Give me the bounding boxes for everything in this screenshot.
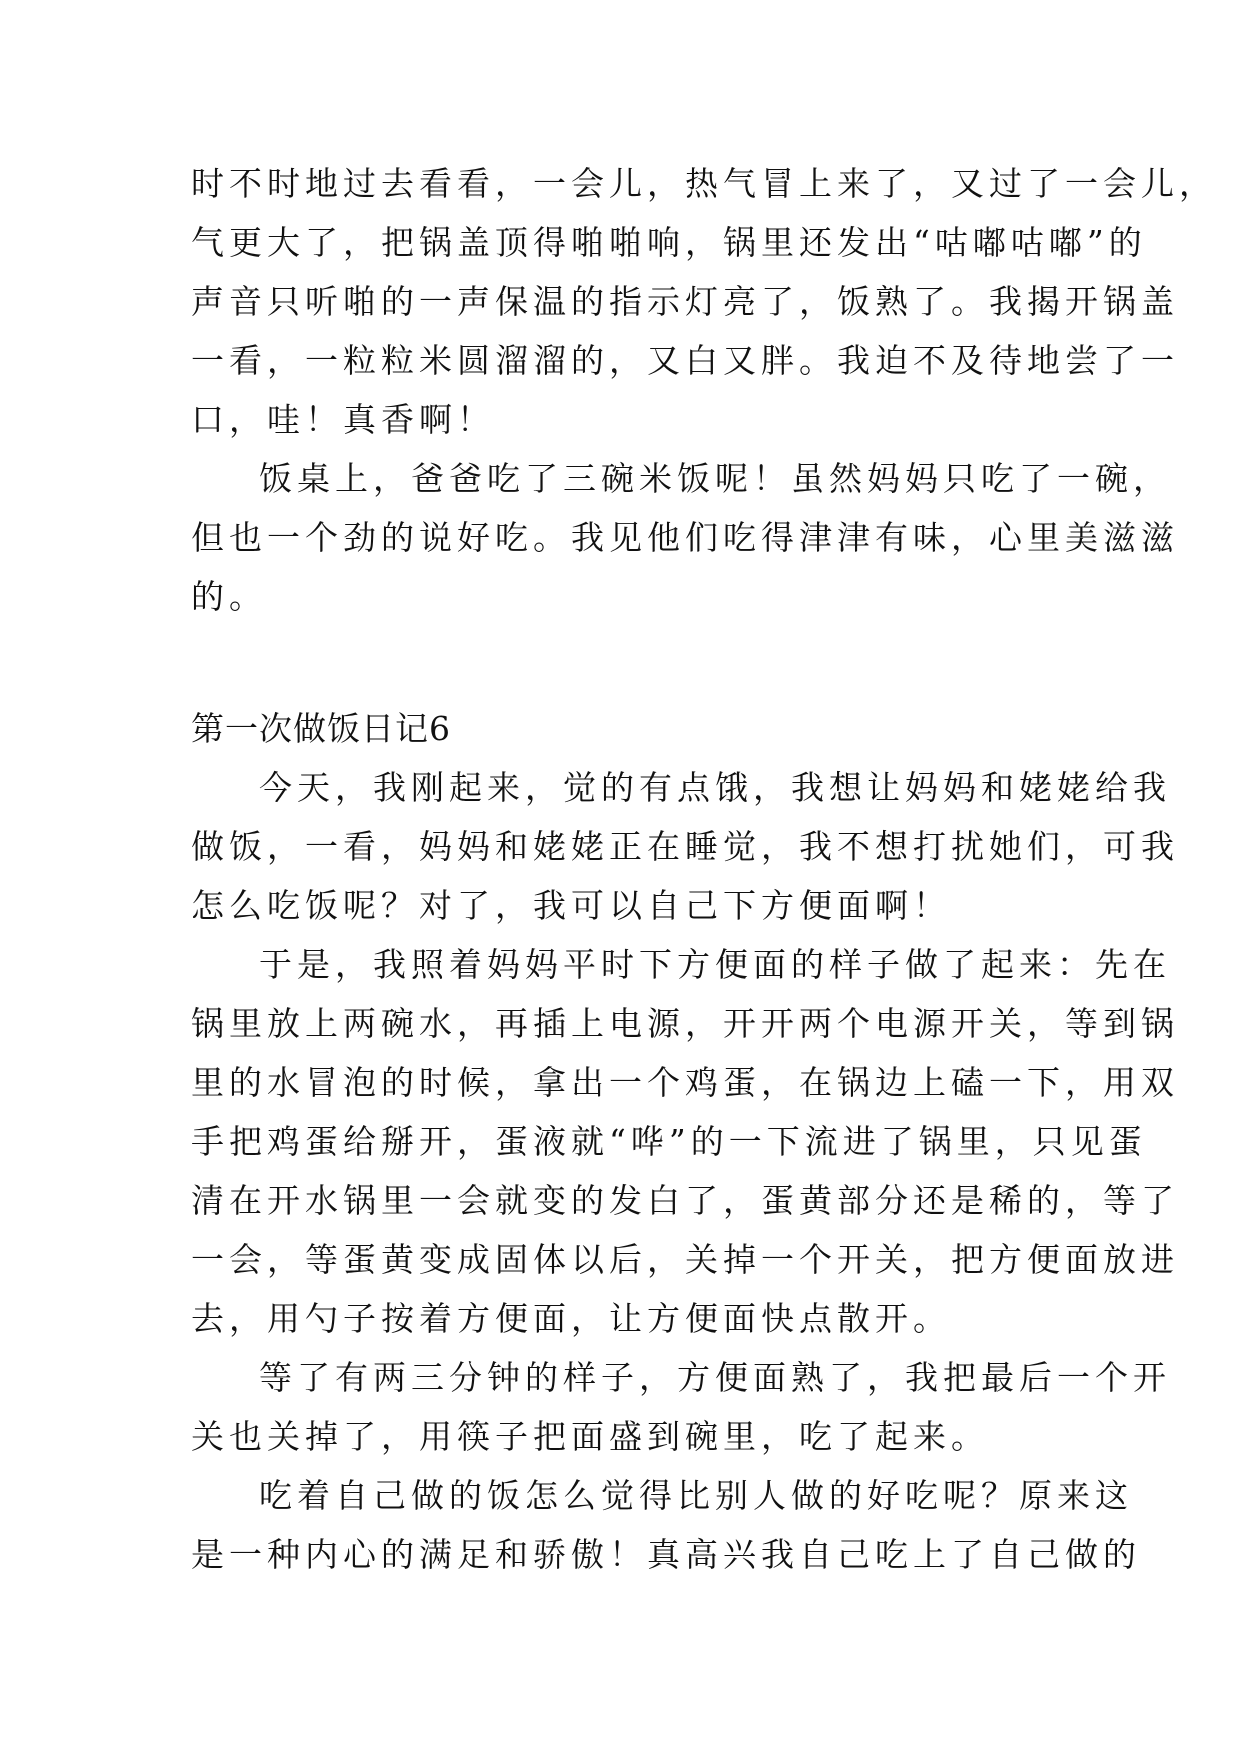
paragraph	[191, 154, 1217, 449]
text-line: 是一种内心的满足和骄傲！真高兴我自己吃上了自己做的	[191, 1535, 1141, 1574]
text-line: 等了有两三分钟的样子，方便面熟了，我把最后一个开	[259, 1358, 1171, 1397]
paragraph	[191, 758, 1179, 935]
text-line: 一看，一粒粒米圆溜溜的，又白又胖。我迫不及待地尝了一	[191, 341, 1179, 380]
paragraph	[191, 1348, 1171, 1466]
text-line: 关也关掉了，用筷子把面盛到碗里，吃了起来。	[191, 1417, 989, 1456]
document-body	[191, 154, 1217, 1584]
text-line: 手把鸡蛋给掰开，蛋液就“哗”的一下流进了锅里，只见蛋	[191, 1122, 1147, 1161]
text-line: 今天，我刚起来，觉的有点饿，我想让妈妈和姥姥给我	[259, 768, 1171, 807]
text-line: 但也一个劲的说好吃。我见他们吃得津津有味，心里美滋滋	[191, 518, 1179, 557]
text-line: 饭桌上，爸爸吃了三碗米饭呢！虽然妈妈只吃了一碗，	[259, 459, 1171, 498]
paragraph	[191, 935, 1179, 1348]
section-gap	[191, 626, 1051, 699]
text-line: 时不时地过去看看，一会儿，热气冒上来了，又过了一会儿，	[191, 164, 1217, 203]
text-line: 于是，我照着妈妈平时下方便面的样子做了起来：先在	[259, 945, 1171, 984]
text-line: 里的水冒泡的时候，拿出一个鸡蛋，在锅边上磕一下，用双	[191, 1063, 1179, 1102]
text-line: 怎么吃饭呢？对了，我可以自己下方便面啊！	[191, 886, 951, 925]
text-line: 做饭，一看，妈妈和姥姥正在睡觉，我不想打扰她们，可我	[191, 827, 1179, 866]
text-line: 声音只听啪的一声保温的指示灯亮了，饭熟了。我揭开锅盖	[191, 282, 1179, 321]
text-line: 锅里放上两碗水，再插上电源，开开两个电源开关，等到锅	[191, 1004, 1179, 1043]
text-line: 口，哇！真香啊！	[191, 400, 495, 439]
text-line: 的。	[191, 577, 267, 616]
text-line: 一会，等蛋黄变成固体以后，关掉一个开关，把方便面放进	[191, 1240, 1179, 1279]
section-heading: 第一次做饭日记6	[191, 709, 451, 748]
paragraph	[191, 1466, 1141, 1584]
text-line: 气更大了，把锅盖顶得啪啪响，锅里还发出“咕嘟咕嘟”的	[191, 223, 1147, 262]
paragraph	[191, 449, 1179, 626]
text-line: 清在开水锅里一会就变的发白了，蛋黄部分还是稀的，等了	[191, 1181, 1179, 1220]
text-line: 吃着自己做的饭怎么觉得比别人做的好吃呢？原来这	[259, 1476, 1133, 1515]
text-line: 去，用勺子按着方便面，让方便面快点散开。	[191, 1299, 951, 1338]
